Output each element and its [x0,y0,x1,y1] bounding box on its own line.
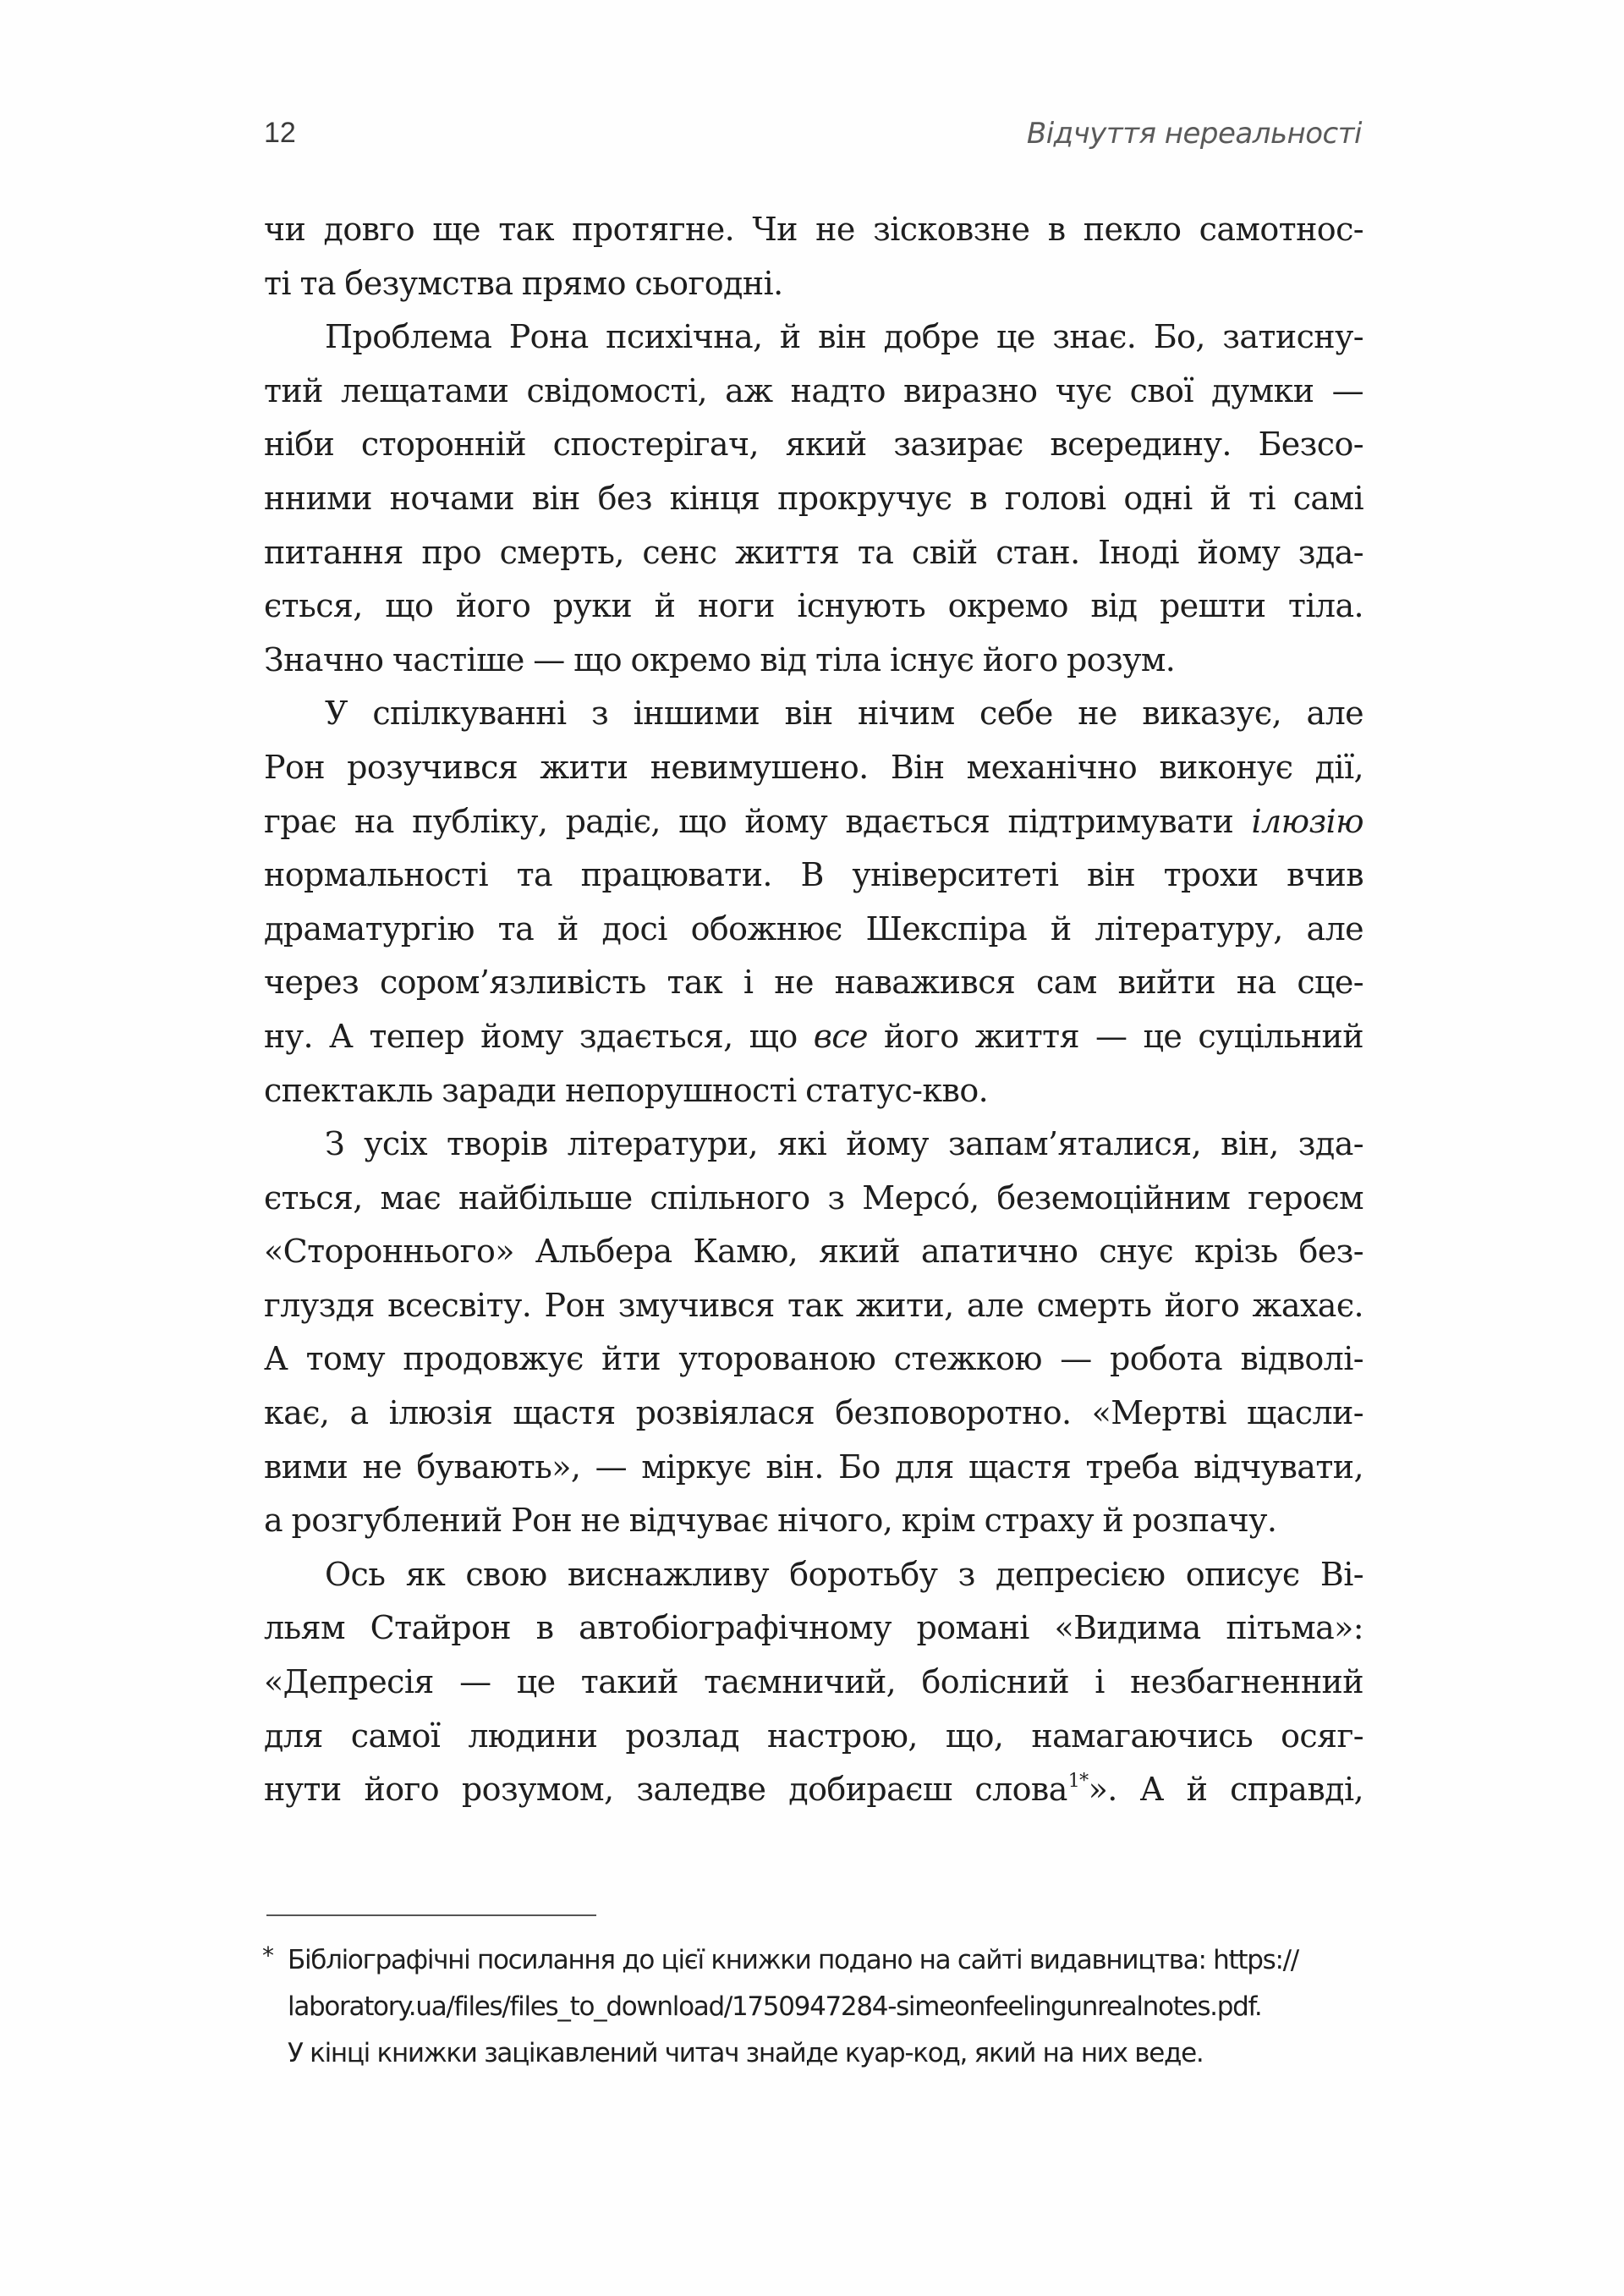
italic-emphasis: все [813,1017,868,1055]
text-segment: нути його розумом, заледве добираєш слова [264,1771,1067,1809]
footnote [264,1937,1363,2077]
paragraph-start-line: З усіх творів літератури, які йому запам’яталися, він, зда- [325,1125,1363,1163]
text-line: ється, має найбільше спільного з Мерсó, беземоційним героєм [264,1178,1363,1217]
footnote-reference[interactable]: 1* [1067,1771,1089,1793]
text-line: нормальності та працювати. В університеті він трохи вчив [264,856,1363,894]
text-line: вими не бувають», — міркує він. Бо для щастя треба відчувати, [264,1447,1363,1486]
paragraph-start-line: У спілкуванні з іншими він нічим себе не виказує, але [325,695,1363,733]
italic-emphasis: ілюзію [1251,802,1363,840]
text-segment: грає на публіку, радіє, що йому вдається підтримувати [264,802,1252,840]
text-line: спектакль заради непорушності статус-кво. [264,1071,989,1109]
body-text [264,203,1363,1817]
text-line: а розгублений Рон не відчуває нічого, крім страху й розпачу. [264,1502,1277,1540]
footnote-divider [266,1914,596,1916]
text-line: Рон розучився жити невимушено. Він механічно виконує дії, [264,748,1363,786]
text-line: «Депресія — це такий таємничий, болісний і незбагненний [264,1663,1363,1701]
text-line: драматургію та й досі обожнює Шекспіра й літературу, але [264,909,1363,948]
text-line: чи довго ще так протягне. Чи не зісковзне в пекло самотнос- [264,211,1363,248]
page-number: 12 [264,117,296,149]
text-segment: ». А й справді, [1088,1771,1363,1809]
text-line [264,1763,1363,1817]
text-line: ніби сторонній спостерігач, який зазирає всередину. Безсо- [264,426,1363,464]
text-line: ється, що його руки й ноги існують окремо від решти тіла. [264,587,1363,625]
text-line [264,795,1363,849]
text-segment: його життя — це суцільний [867,1017,1363,1055]
footnote-line [264,1984,1363,2030]
text-segment: ну. А тепер йому здається, що [264,1017,814,1055]
footnote-line [264,1937,1363,1984]
footnote-text: Бібліографічні посилання до цієї книжки подано на сайті видавництва: https:// [288,1945,1298,1975]
text-line: нними ночами він без кінця прокручує в голові одні й ті самі [264,479,1363,517]
text-line: глуздя всесвіту. Рон змучився так жити, але смерть його жахає. [264,1286,1363,1324]
text-line: тий лещатами свідомості, аж надто виразно чує свої думки — [264,371,1363,409]
text-line: через сором’язливість так і не наважився сам вийти на сце- [264,964,1363,1002]
footnote-text: У кінці книжки зацікавлений читач знайде куар-код, який на них веде. [288,2038,1204,2068]
running-head [264,117,1362,159]
footnote-line [264,2030,1363,2077]
text-line: А тому продовжує йти уторованою стежкою — робота відволі- [264,1340,1363,1378]
text-line: питання про смерть, сенс життя та свій стан. Іноді йому зда- [264,533,1363,571]
text-line [264,1010,1363,1064]
footnote-marker: * [262,1942,273,1969]
text-line: Значно частіше — що окремо від тіла існує його розум. [264,640,1176,678]
running-title: Відчуття нереальності [1026,117,1362,151]
text-line: льям Стайрон в автобіографічному романі «Видима пітьма»: [264,1609,1363,1647]
text-line: для самої людини розлад настрою, що, намагаючись осяг- [264,1717,1363,1755]
text-line: кає, а ілюзія щастя розвіялася безповоротно. «Мертві щасли- [264,1394,1363,1432]
footnote-url: laboratory.ua/files/files_to_download/1750947284-simeonfeelingunrealnotes.pdf. [288,1991,1262,2022]
text-line: «Стороннього» Альбера Камю, який апатично снує крізь без- [264,1233,1363,1271]
text-line: ті та безумства прямо сьогодні. [264,264,783,302]
paragraph-start-line: Проблема Рона психічна, й він добре це знає. Бо, затисну- [325,318,1363,356]
paragraph-start-line: Ось як свою виснажливу боротьбу з депресією описує Ві- [325,1555,1363,1593]
